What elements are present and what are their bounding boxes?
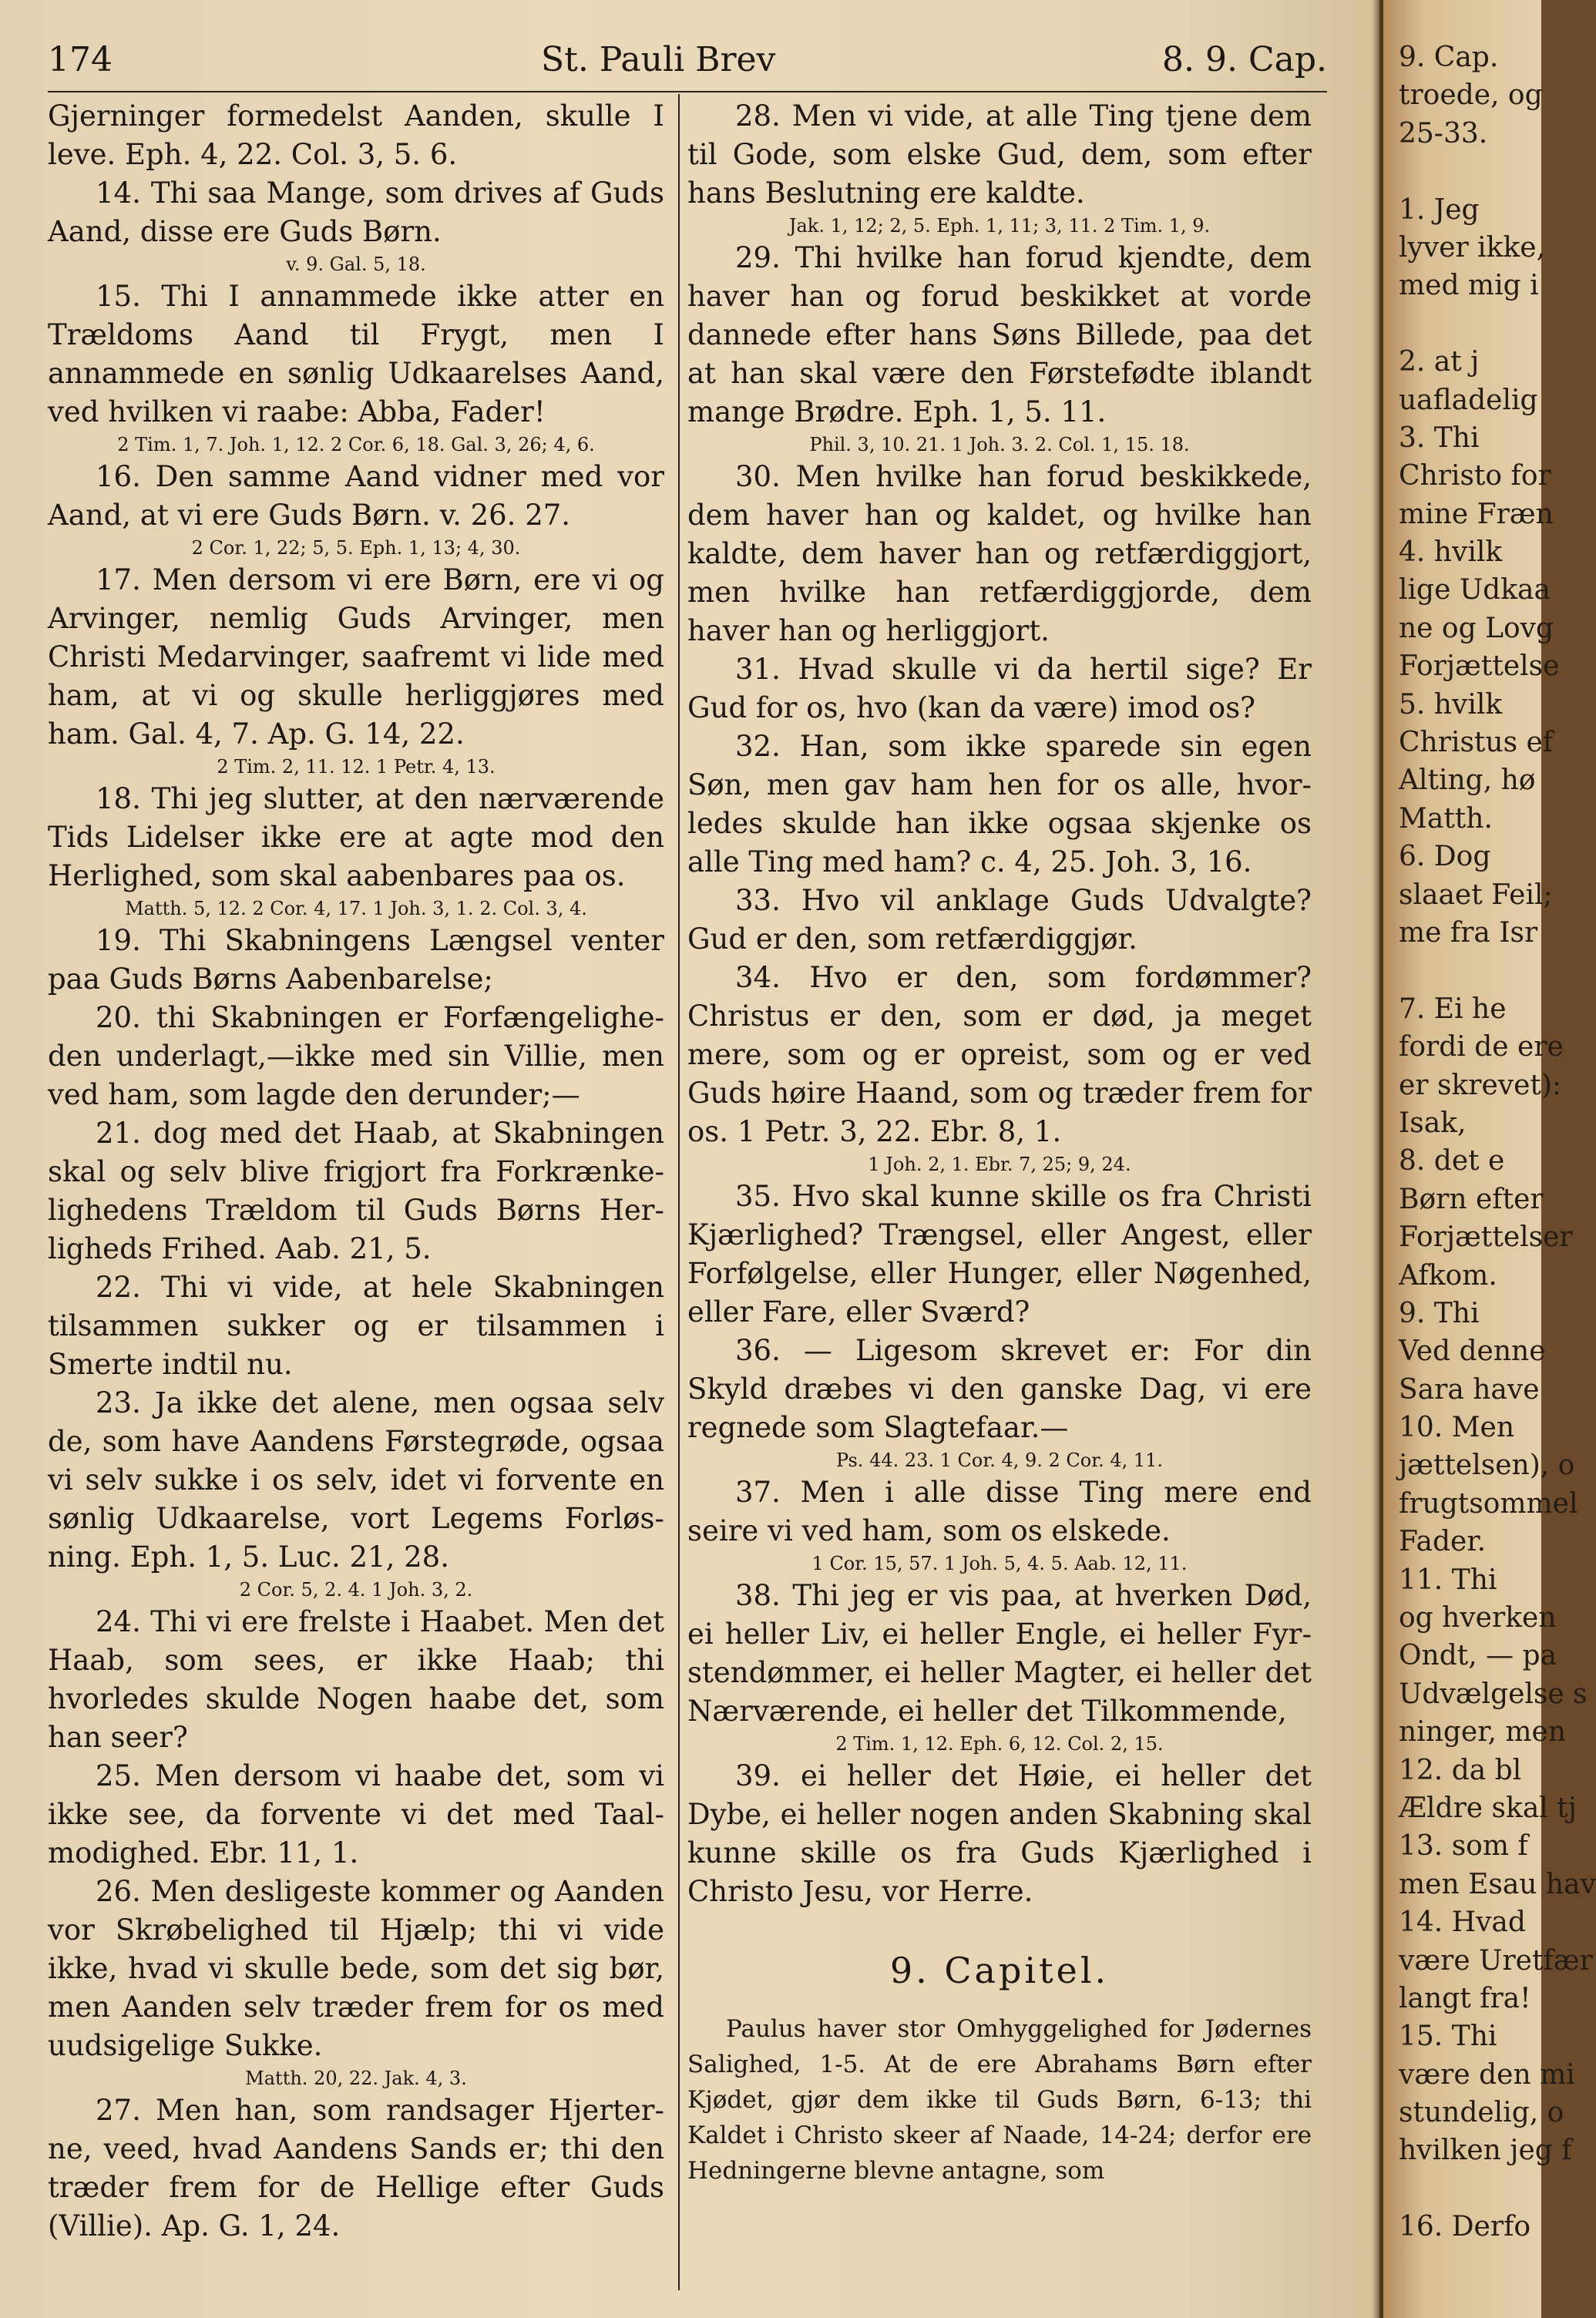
facing-page-text [1399,39,1596,2246]
facing-page-line: lige Udkaa [1399,574,1551,606]
facing-page-line: men Esau hav [1399,1868,1596,1900]
verse-paragraph: 20. thi Skabningen er Forfængeligheden underlagt,—ikke med sin Villie, men ved ham, som lagde den derunder;— [48,1001,664,1111]
facing-page-line: med mig i [1399,270,1539,302]
facing-page-line: 14. Hvad [1399,1906,1526,1939]
facing-page-line: 7. Ei he [1399,993,1507,1025]
facing-page-line: 2. at j [1399,346,1480,378]
facing-page-line: ninger, men [1399,1716,1567,1749]
verse-paragraph: 30. Men hvilke han forud beskikkede, dem haver han og kaldet, og hvilke han kaldte, dem haver han og retfærdiggjort, men hvilke han retfærdiggjorde, dem haver han og herliggjort. [687,460,1312,647]
cross-reference-line: 2 Cor. 1, 22; 5, 5. Eph. 1, 13; 4, 30. [191,537,521,559]
page-number: 174 [48,40,113,79]
facing-page-line: og hverken [1399,1602,1557,1634]
facing-page-line: frugtsommel [1399,1487,1578,1520]
facing-page-line: hvilken jeg f [1399,2135,1572,2167]
running-title: St. Pauli Brev [541,40,776,79]
right-text-column [687,97,1312,2189]
cross-reference-line: Matth. 20, 22. Jak. 4, 3. [245,2068,467,2089]
facing-page-line: mine Fræn [1399,498,1554,530]
verse-paragraph: 17. Men dersom vi ere Børn, ere vi og Arvinger, nemlig Guds Arvinger, men Christi Medarvinger, saafremt vi lide med ham, at vi og skulle herliggjøres med ham. Gal. 4, 7. Ap. G. 14, 22. [48,563,664,751]
facing-page-line: 4. hvilk [1399,536,1503,569]
left-text-column [48,97,664,2246]
verse-paragraph: 36. — Ligesom skrevet er: For din Skyld dræbes vi den ganske Dag, vi ere regnede som Slagtefaar.— [687,1334,1312,1444]
facing-page-line: Ældre skal tj [1399,1792,1577,1824]
chapter-summary: Paulus haver stor Omhyggelighed for Jødernes Salighed, 1-5. At de ere Abrahams Børn efter Kjødet, gjør dem ikke til Guds Børn, 6-13; thi Kaldet i Christo skeer af Naade, 14-24; derfor ere Hedningerne blevne antagne, som [687,2015,1312,2185]
facing-page-line: 3. Thi [1399,422,1480,454]
facing-page-line: Forjættelse [1399,650,1560,683]
cross-reference-line: 2 Tim. 1, 7. Joh. 1, 12. 2 Cor. 6, 18. Gal. 3, 26; 4, 6. [117,434,595,455]
facing-page-line: Forjættelser [1399,1221,1573,1254]
cross-reference-line: Jak. 1, 12; 2, 5. Eph. 1, 11; 3, 11. 2 Tim. 1, 9. [788,215,1211,237]
verse-paragraph: 39. ei heller det Høie, ei heller det Dybe, ei heller nogen anden Skabning skal kunne skille os fra Guds Kjærlighed i Christo Jesu, vor Herre. [687,1759,1312,1908]
verse-paragraph: 26. Men desligeste kommer og Aanden vor Skrøbelighed til Hjælp; thi vi vide ikke, hvad vi skulle bede, som det sig bør, men Aanden selv træder frem for os med uudsigelige Sukke. [48,1875,664,2062]
verse-paragraph: 28. Men vi vide, at alle Ting tjene dem til Gode, som elske Gud, dem, som efter hans Beslutning ere kaldte. [687,99,1312,210]
facing-page-line: Isak, [1399,1107,1467,1139]
verse-paragraph: 29. Thi hvilke han forud kjendte, dem haver han og forud beskikket at vorde dannede efter hans Søns Billede, paa det at han skal være den Førstefødte iblandt mange Brødre. Eph. 1, 5. 11. [687,241,1312,428]
cross-reference-line: Phil. 3, 10. 21. 1 Joh. 3. 2. Col. 1, 15. 18. [809,434,1190,455]
facing-page-line: Fader. [1399,1526,1487,1558]
facing-page-line: er skrevet): [1399,1069,1562,1101]
facing-page-line: være den mi [1399,2058,1575,2091]
verse-paragraph: 27. Men han, som randsager Hjerterne, veed, hvad Aandens Sands er; thi den træder frem for de Hellige efter Guds (Villie). Ap. G. 1, 24. [48,2094,664,2242]
running-head [48,40,1327,94]
column-divider [678,94,680,2290]
verse-paragraph: 37. Men i alle disse Ting mere end seire vi ved ham, som os elskede. [687,1476,1312,1547]
facing-page-line: 5. hvilk [1399,688,1503,721]
facing-page-line: 11. Thi [1399,1564,1497,1596]
cross-reference-line: 2 Cor. 5, 2. 4. 1 Joh. 3, 2. [239,1579,473,1601]
verse-paragraph: 21. dog med det Haab, at Skabningen skal og selv blive frigjort fra Forkrænkelighedens Trældom til Guds Børns Herligheds Frihed. Aab. 21, 5. [48,1117,664,1265]
facing-page-line: fordi de ere [1399,1031,1564,1063]
cross-reference-line: 2 Tim. 1, 12. Eph. 6, 12. Col. 2, 15. [835,1733,1164,1755]
chapter-heading: 9. Capitel. [889,1950,1110,1991]
facing-page-line: 25-33. [1399,117,1488,149]
verse-paragraph: 23. Ja ikke det alene, men ogsaa selv de, som have Aandens Førstegrøde, ogsaa vi selv sukke i os selv, idet vi forvente en sønlig Udkaarelse, vort Legems Forløsning. Eph. 1, 5. Luc. 21, 28. [48,1386,664,1574]
facing-page-line: me fra Isr [1399,916,1538,949]
facing-page-line: Alting, hø [1399,764,1536,797]
verse-paragraph: 19. Thi Skabningens Længsel venter paa Guds Børns Aabenbarelse; [48,924,664,996]
facing-page-line [1399,153,1545,190]
header-rule [48,91,1327,92]
facing-page-line [1399,952,1545,989]
facing-page-line: 9. Thi [1399,1297,1480,1329]
facing-page-line: 13. som f [1399,1830,1528,1863]
facing-page-line: 9. Cap. [1399,42,1499,73]
facing-page-line: Børn efter [1399,1183,1544,1215]
facing-page-line [1399,2170,1545,2208]
facing-page-line: slaaet Feil; [1399,878,1553,911]
cross-reference-line: Matth. 5, 12. 2 Cor. 4, 17. 1 Joh. 3, 1. 2. Col. 3, 4. [125,898,587,919]
facing-page-line: Sara have [1399,1373,1540,1406]
facing-page-line: 16. Derfo [1399,2211,1531,2243]
facing-page-line: 8. det e [1399,1145,1505,1177]
facing-page-line: Christus ef [1399,727,1554,759]
facing-page-line: troede, og [1399,79,1543,112]
verse-paragraph: 35. Hvo skal kunne skille os fra Christi Kjærlighed? Trængsel, eller Angest, eller Forfølgelse, eller Hunger, eller Nøgenhed, eller Fare, eller Sværd? [687,1180,1312,1329]
verse-paragraph: 14. Thi saa Mange, som drives af Guds Aand, disse ere Guds Børn. [48,176,664,248]
verse-paragraph: 15. Thi I annammede ikke atter en Trældoms Aand til Frygt, men I annammede en sønlig Udkaarelses Aand, ved hvilken vi raabe: Abba, Fader! [48,280,664,428]
verse-paragraph: 22. Thi vi vide, at hele Skabningen tilsammen sukker og er tilsammen i Smerte indtil nu. [48,1271,664,1381]
verse-paragraph: 34. Hvo er den, som fordømmer? Christus er den, som er død, ja meget mere, som og er opreist, som og er ved Guds høire Haand, som og træder frem for os. 1 Petr. 3, 22. Ebr. 8, 1. [687,961,1312,1148]
facing-page-line: 15. Thi [1399,2021,1497,2053]
facing-page-line: jættelsen), o [1399,1450,1575,1482]
facing-page-line: ne og Lovg [1399,612,1554,644]
verse-paragraph: 16. Den samme Aand vidner med vor Aand, at vi ere Guds Børn. v. 26. 27. [48,460,664,532]
facing-page-line: lyver ikke, [1399,231,1546,264]
verse-paragraph: 24. Thi vi ere frelste i Haabet. Men det Haab, som sees, er ikke Haab; thi hvorledes skulde Nogen haabe det, som han seer? [48,1605,664,1754]
facing-page-line: Udvælgelse s [1399,1678,1588,1710]
facing-page-line: langt fra! [1399,1982,1531,2014]
verse-paragraph: 38. Thi jeg er vis paa, at hverken Død, ei heller Liv, ei heller Engle, ei heller Fyrstendømmer, ei heller Magter, ei heller det Nærværende, ei heller det Tilkommende, [687,1579,1312,1728]
facing-page-line: 12. da bl [1399,1754,1522,1786]
verse-continuation: Gjerninger formedelst Aanden, skulle I leve. Eph. 4, 22. Col. 3, 5. 6. [48,99,664,171]
facing-page-line: Ondt, — pa [1399,1640,1557,1672]
cross-reference-line: 1 Joh. 2, 1. Ebr. 7, 25; 9, 24. [868,1154,1131,1175]
cross-reference-line: 1 Cor. 15, 57. 1 Joh. 5, 4. 5. Aab. 12, 11. [811,1553,1188,1574]
facing-page-line: Afkom. [1399,1259,1497,1292]
cross-reference-line: Ps. 44. 23. 1 Cor. 4, 9. 2 Cor. 4, 11. [835,1450,1164,1471]
facing-page-line: være Uretfær [1399,1944,1593,1977]
chapter-indicator: 8. 9. Cap. [1162,40,1327,79]
facing-page-line: Ved denne [1399,1335,1546,1368]
verse-paragraph: 33. Hvo vil anklage Guds Udvalgte? Gud er den, som retfærdiggjør. [687,884,1312,956]
facing-page-line [1399,305,1545,343]
verse-paragraph: 25. Men dersom vi haabe det, som vi ikke see, da forvente vi det med Taalmodighed. Ebr. 11, 1. [48,1759,664,1870]
facing-page-line: uafladelig [1399,384,1538,416]
facing-page-line: Christo for [1399,460,1551,492]
facing-page-line: Matth. [1399,802,1493,835]
facing-page-line: 6. Dog [1399,841,1491,873]
verse-paragraph: 18. Thi jeg slutter, at den nærværende Tids Lidelser ikke ere at agte mod den Herlighed, som skal aabenbares paa os. [48,782,664,892]
facing-page-line: 1. Jeg [1399,193,1480,226]
cross-reference-line: 2 Tim. 2, 11. 12. 1 Petr. 4, 13. [217,756,496,778]
facing-page-line: 10. Men [1399,1412,1515,1444]
facing-page-line: stundelig, o [1399,2097,1564,2129]
cross-reference-line: v. 9. Gal. 5, 18. [286,254,426,275]
verse-paragraph: 32. Han, som ikke sparede sin egen Søn, men gav ham hen for os alle, hvorledes skulde han ikke ogsaa skjenke os alle Ting med ham? c. 4, 25. Joh. 3, 16. [687,730,1312,878]
verse-paragraph: 31. Hvad skulle vi da hertil sige? Er Gud for os, hvo (kan da være) imod os? [687,653,1312,724]
